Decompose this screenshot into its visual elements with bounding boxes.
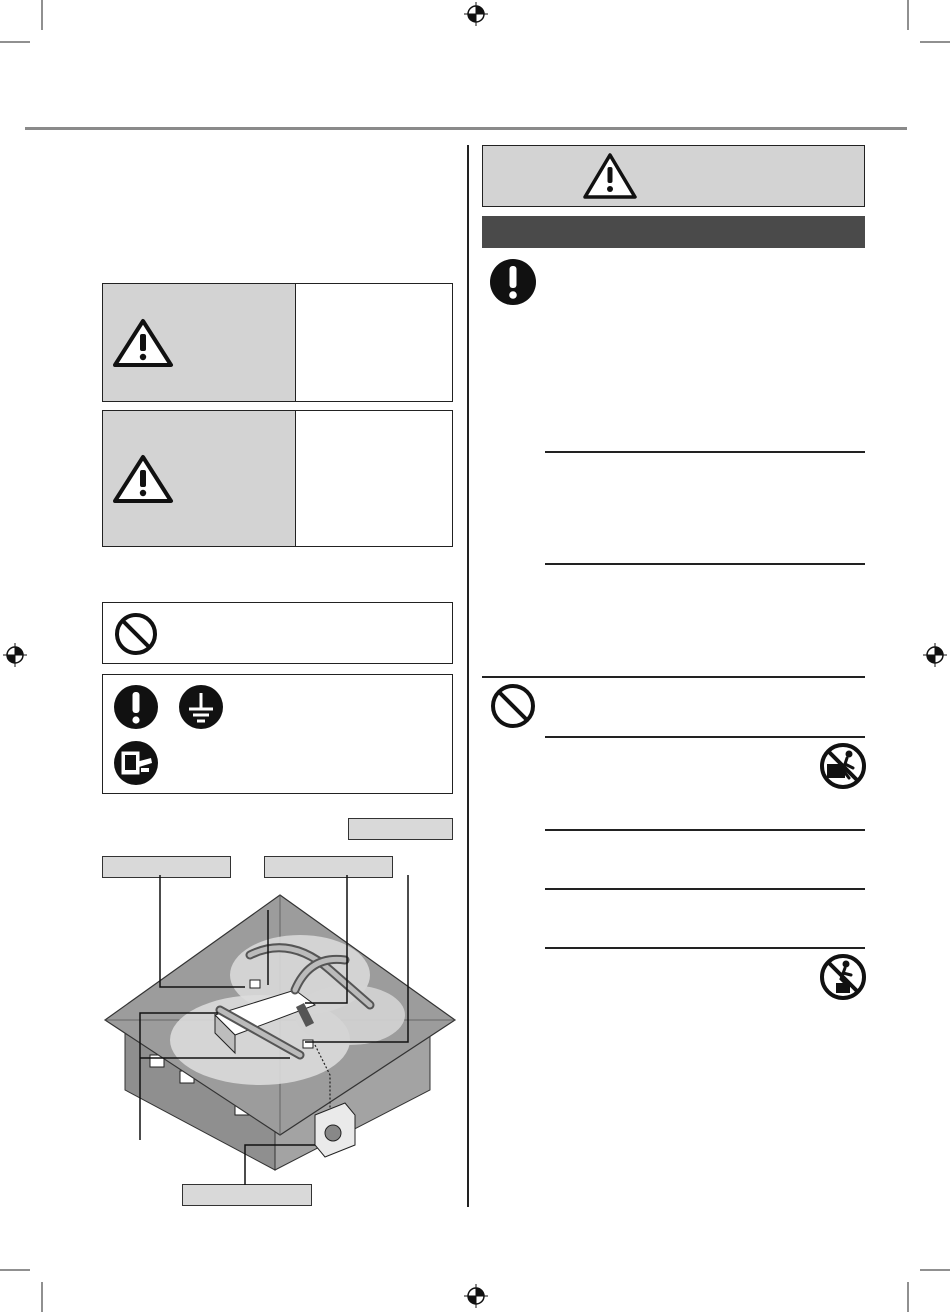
crosshair-registration-icon <box>923 643 947 667</box>
crosshair-registration-icon <box>464 1284 488 1308</box>
item-divider <box>545 888 865 890</box>
item-divider <box>545 451 865 453</box>
item-divider <box>545 947 865 949</box>
item-divider <box>545 736 865 738</box>
item-divider <box>545 563 865 565</box>
warning-section-bar <box>482 216 865 248</box>
mandatory-exclamation-icon <box>489 258 537 306</box>
crosshair-registration-icon <box>3 643 27 667</box>
no-stepping-icon <box>819 953 867 1001</box>
house-installation-illustration <box>100 875 460 1185</box>
mandatory-exclamation-icon <box>113 684 159 730</box>
earth-ground-icon <box>178 684 224 730</box>
diagram-label-box <box>348 818 453 840</box>
caution-triangle-icon <box>112 454 174 504</box>
section-divider <box>482 676 865 678</box>
prohibited-circle-icon <box>113 611 159 657</box>
prohibited-circle-icon <box>489 682 537 730</box>
column-divider <box>467 145 469 1207</box>
diagram-label-box <box>182 1184 312 1206</box>
warning-triangle-icon <box>582 152 638 200</box>
no-climbing-icon <box>819 742 867 790</box>
safety-header-panel <box>482 145 865 207</box>
crosshair-registration-icon <box>464 2 488 26</box>
warning-triangle-icon <box>112 318 174 368</box>
unplug-power-icon <box>113 740 159 786</box>
item-divider <box>545 829 865 831</box>
